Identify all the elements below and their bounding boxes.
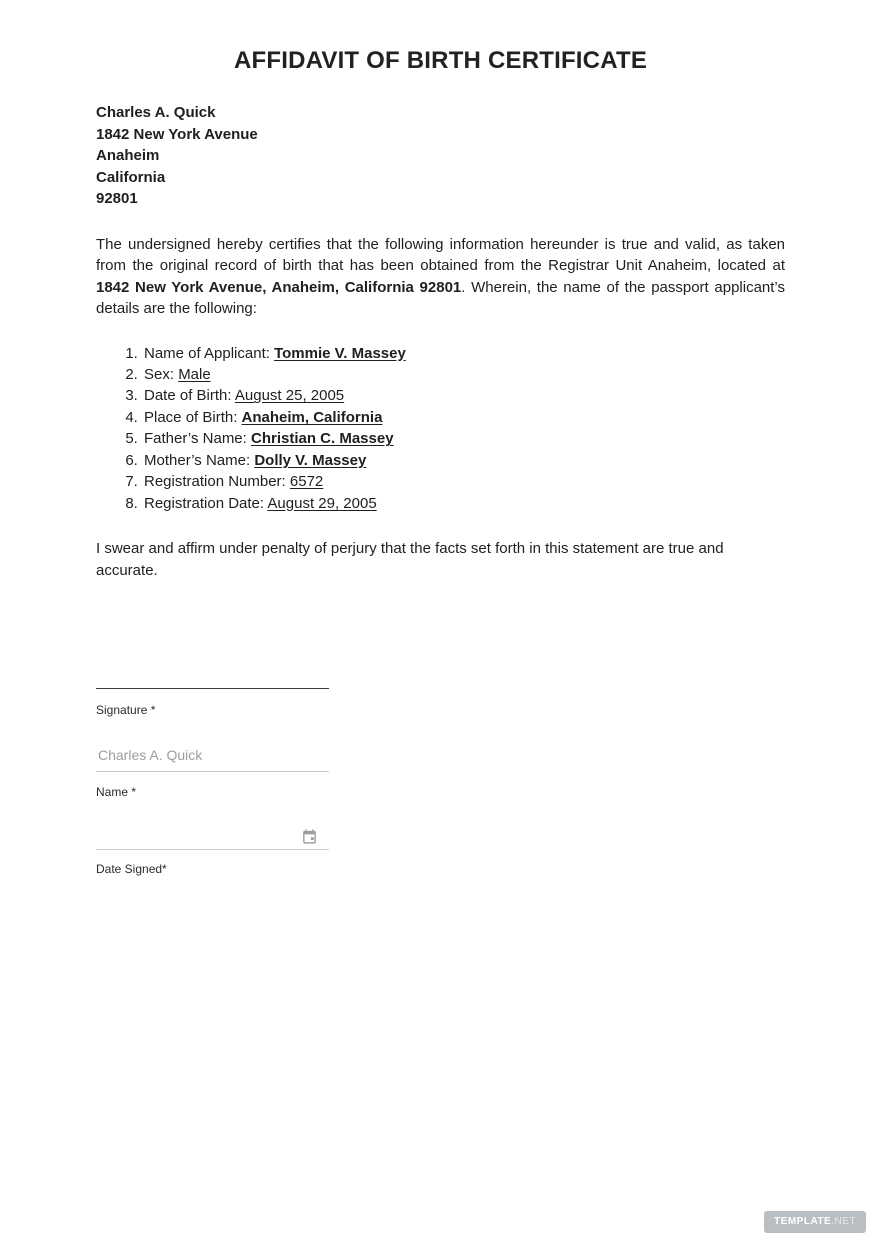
detail-item-applicant-name	[142, 343, 785, 364]
detail-label: Place of Birth:	[144, 408, 242, 426]
detail-label: Registration Date:	[144, 494, 268, 512]
signing-form	[96, 688, 785, 876]
detail-item-mother-name	[142, 450, 785, 471]
detail-value: Male	[178, 365, 211, 383]
sender-city: Anaheim	[96, 147, 160, 164]
applicant-details-list	[122, 343, 785, 515]
sender-name: Charles A. Quick	[96, 104, 216, 121]
detail-item-registration-number	[142, 471, 785, 492]
detail-item-father-name	[142, 428, 785, 449]
detail-value: Christian C. Massey	[251, 430, 394, 448]
date-signed-field[interactable]	[96, 826, 329, 850]
detail-item-registration-date	[142, 493, 785, 514]
watermark-tld-text: .NET	[831, 1216, 856, 1227]
detail-value: Tommie V. Massey	[274, 344, 406, 362]
sender-address-block	[96, 102, 785, 210]
page-title: AFFIDAVIT OF BIRTH CERTIFICATE	[233, 47, 648, 74]
signature-label: Signature *	[96, 703, 156, 718]
detail-value: August 29, 2005	[267, 494, 377, 512]
intro-bold-address: 1842 New York Avenue, Anaheim, California 92801	[96, 278, 462, 296]
detail-label: Date of Birth:	[144, 387, 235, 405]
detail-value: Anaheim, California	[241, 408, 383, 426]
detail-value: 6572	[289, 473, 324, 491]
detail-item-place-of-birth	[142, 407, 785, 428]
affirmation-paragraph: I swear and affirm under penalty of perjury that the facts set forth in this statement are true and accurate.	[96, 540, 724, 579]
intro-text-after: . Wherein, the name of the passport applicant’s details are the following:	[96, 278, 785, 317]
intro-text-before: The undersigned hereby certifies that the following information hereunder is true and valid, as taken from the original record of birth that has been obtained from the Registrar Unit Anaheim, located at	[96, 235, 785, 274]
templatenet-watermark	[764, 1211, 866, 1233]
detail-value: Dolly V. Massey	[254, 451, 367, 469]
detail-label: Name of Applicant:	[144, 344, 275, 362]
sender-street: 1842 New York Avenue	[96, 125, 258, 143]
detail-label: Father’s Name:	[144, 430, 251, 448]
detail-label: Registration Number:	[144, 473, 290, 491]
intro-paragraph	[96, 234, 785, 320]
name-input[interactable]	[96, 747, 329, 772]
date-signed-label: Date Signed*	[96, 862, 167, 877]
sender-zip: 92801	[96, 190, 138, 207]
name-label: Name *	[96, 785, 137, 800]
detail-label: Sex:	[144, 365, 179, 383]
watermark-brand-text: TEMPLATE	[774, 1216, 832, 1227]
sender-state: California	[96, 168, 166, 186]
detail-label: Mother’s Name:	[144, 451, 255, 469]
detail-value: August 25, 2005	[234, 387, 345, 405]
detail-item-date-of-birth	[142, 385, 785, 406]
detail-item-sex	[142, 364, 785, 385]
calendar-icon[interactable]	[301, 828, 318, 845]
signature-field[interactable]	[96, 688, 329, 689]
